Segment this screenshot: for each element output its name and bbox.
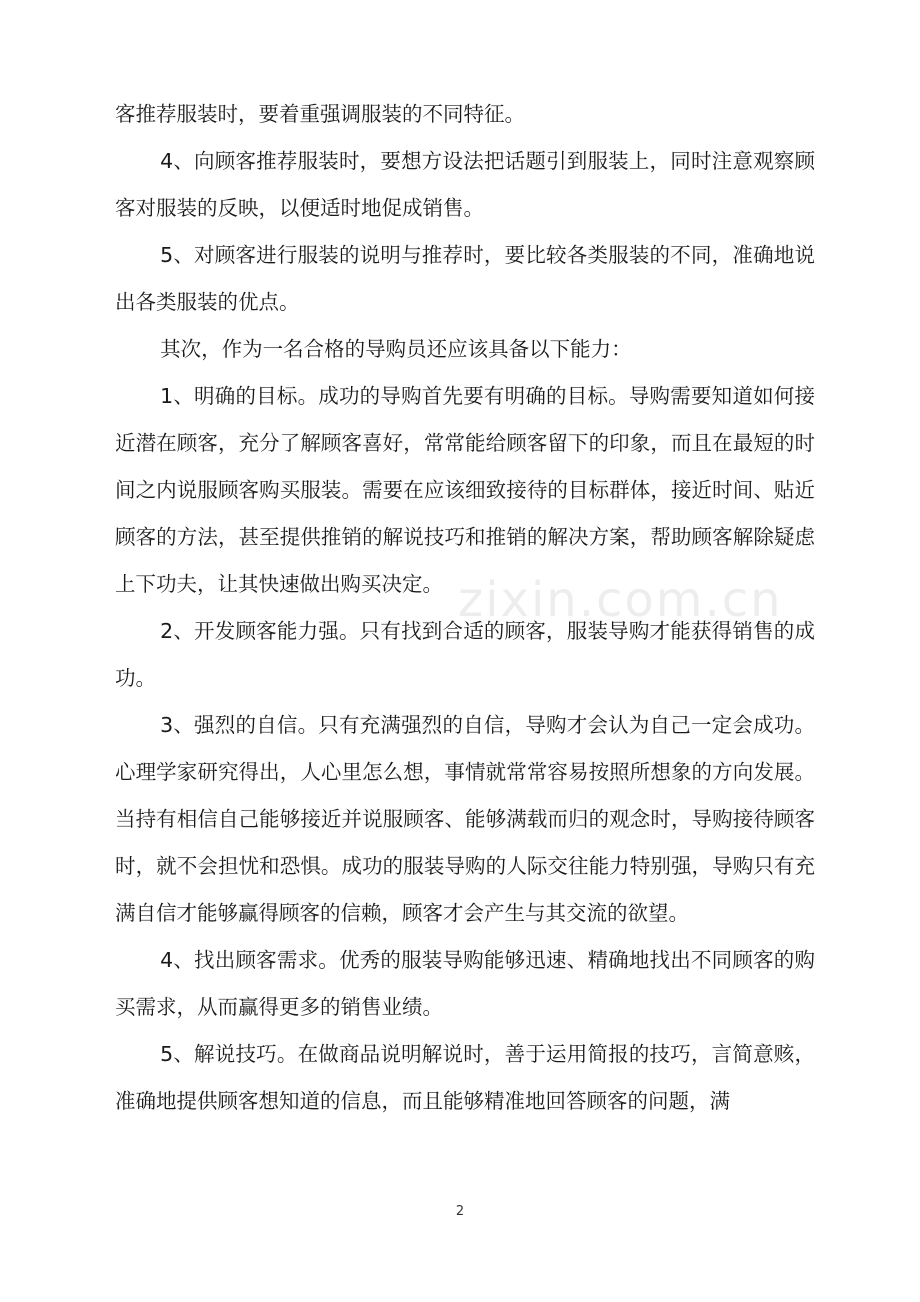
paragraph-ability-5-explain: 5、解说技巧。在做商品说明解说时，善于运用简报的技巧，言简意赅，准确地提供顾客想知道的信息，而且能够精准地回答顾客的问题，满 <box>115 1042 815 1113</box>
watermark: zixin.com.cn <box>458 572 783 628</box>
paragraph-ability-4-needs: 4、找出顾客需求。优秀的服装导购能够迅速、精确地找出不同顾客的购买需求，从而赢得更多的销售业绩。 <box>115 948 815 1019</box>
paragraph-item-5-compare: 5、对顾客进行服装的说明与推荐时，要比较各类服装的不同，准确地说出各类服装的优点。 <box>115 243 815 314</box>
paragraph-abilities-intro: 其次，作为一名合格的导购员还应该具备以下能力： <box>160 337 632 361</box>
paragraph-ability-2-develop: 2、开发顾客能力强。只有找到合适的顾客，服装导购才能获得销售的成功。 <box>115 619 815 690</box>
paragraph-continuation: 客推荐服装时，要着重强调服装的不同特征。 <box>115 102 525 126</box>
paragraph-item-4-recommend: 4、向顾客推荐服装时，要想方设法把话题引到服装上，同时注意观察顾客对服装的反映，以便适时地促成销售。 <box>115 149 815 220</box>
body-text <box>115 91 815 1125</box>
page-number: 2 <box>455 1204 465 1219</box>
paragraph-ability-3-confidence: 3、强烈的自信。只有充满强烈的自信，导购才会认为自己一定会成功。心理学家研究得出，人心里怎么想，事情就常常容易按照所想象的方向发展。当持有相信自己能够接近并说服顾客、能够满载而归的观念时，导购接待顾客时，就不会担忧和恐惧。成功的服装导购的人际交往能力特别强，导购只有充满自信才能够赢得顾客的信赖，顾客才会产生与其交流的欲望。 <box>115 713 815 925</box>
paragraph-ability-1-goal: 1、明确的目标。成功的导购首先要有明确的目标。导购需要知道如何接近潜在顾客，充分了解顾客喜好，常常能给顾客留下的印象，而且在最短的时间之内说服顾客购买服装。需要在应该细致接待的目标群体，接近时间、贴近顾客的方法，甚至提供推销的解说技巧和推销的解决方案，帮助顾客解除疑虑上下功夫，让其快速做出购买决定。 <box>115 384 815 596</box>
